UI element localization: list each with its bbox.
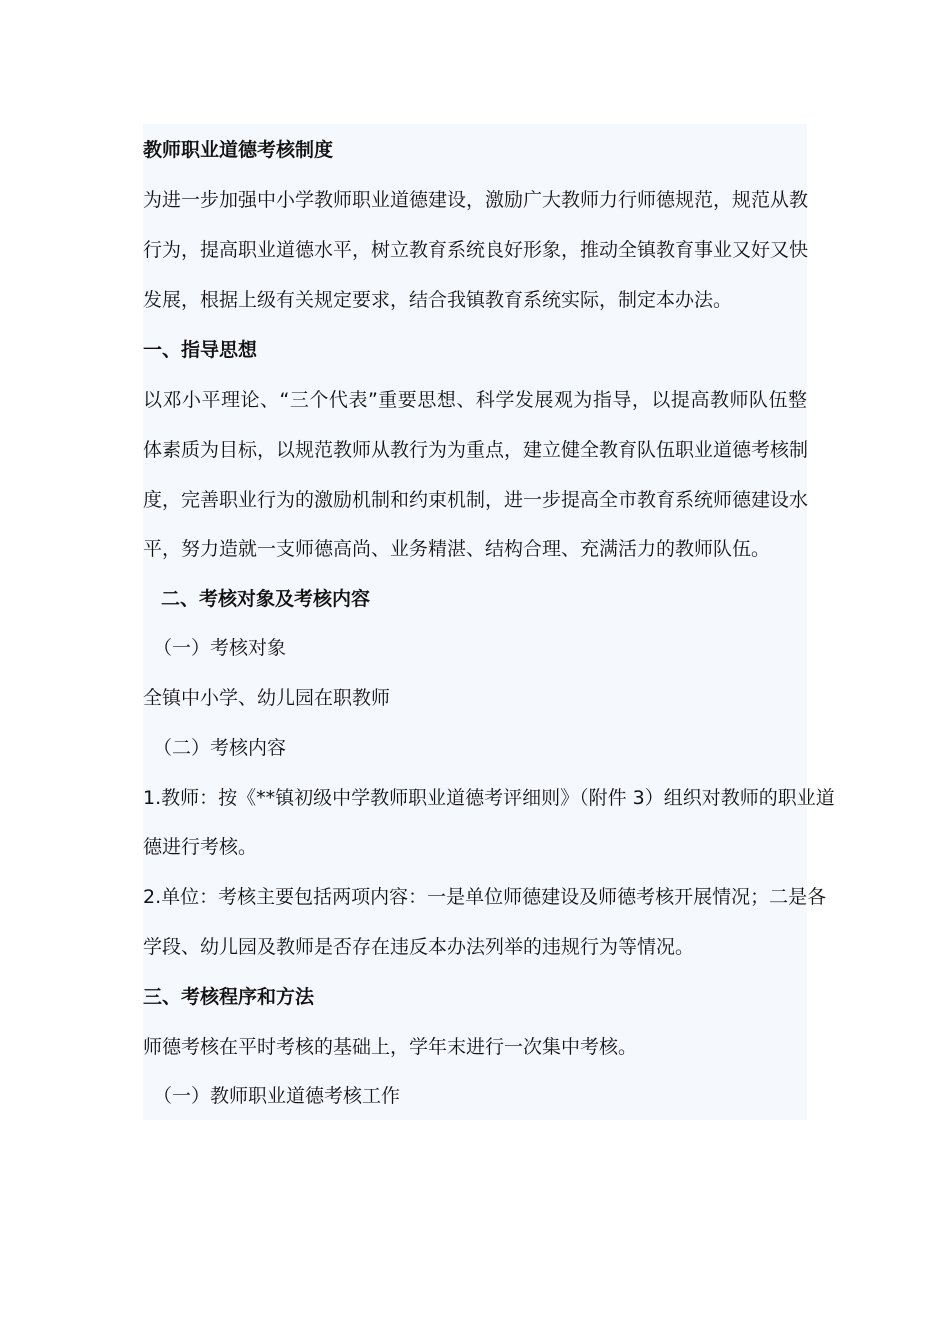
section1-line-2: 体素质为目标，以规范教师从教行为为重点，建立健全教育队伍职业道德考核制	[143, 439, 809, 461]
section2-item2-line-1: 2.单位：考核主要包括两项内容：一是单位师德建设及师德考核开展情况；二是各	[143, 886, 827, 908]
section3-heading: 三、考核程序和方法	[143, 986, 315, 1008]
document-title: 教师职业道德考核制度	[143, 139, 334, 161]
section2-item2-line-2: 学段、幼儿园及教师是否存在违反本办法列举的违规行为等情况。	[143, 936, 695, 958]
section2-sub2-heading: （二）考核内容	[153, 737, 287, 759]
section2-heading: 二、考核对象及考核内容	[161, 588, 371, 610]
section1-heading: 一、指导思想	[143, 339, 258, 361]
section2-item1-line-2: 德进行考核。	[143, 836, 258, 858]
section1-line-4: 平，努力造就一支师德高尚、业务精湛、结构合理、充满活力的教师队伍。	[143, 538, 771, 560]
document-body	[143, 124, 835, 1120]
intro-line-2: 行为，提高职业道德水平，树立教育系统良好形象，推动全镇教育事业又好又快	[143, 239, 809, 261]
section2-sub1-heading: （一）考核对象	[153, 637, 287, 659]
intro-line-3: 发展，根据上级有关规定要求，结合我镇教育系统实际，制定本办法。	[143, 289, 733, 311]
section2-item1-line-1: 1.教师：按《**镇初级中学教师职业道德考评细则》（附件 3）组织对教师的职业道	[143, 787, 835, 809]
intro-line-1: 为进一步加强中小学教师职业道德建设，激励广大教师力行师德规范，规范从教	[143, 189, 809, 211]
section1-line-1: 以邓小平理论、“三个代表”重要思想、科学发展观为指导，以提高教师队伍整	[143, 389, 807, 411]
section1-line-3: 度，完善职业行为的激励机制和约束机制，进一步提高全市教育系统师德建设水	[143, 489, 809, 511]
section2-sub1-text: 全镇中小学、幼儿园在职教师	[143, 687, 391, 709]
section3-sub1-heading: （一）教师职业道德考核工作	[153, 1085, 401, 1107]
section3-text: 师德考核在平时考核的基础上，学年末进行一次集中考核。	[143, 1036, 638, 1058]
